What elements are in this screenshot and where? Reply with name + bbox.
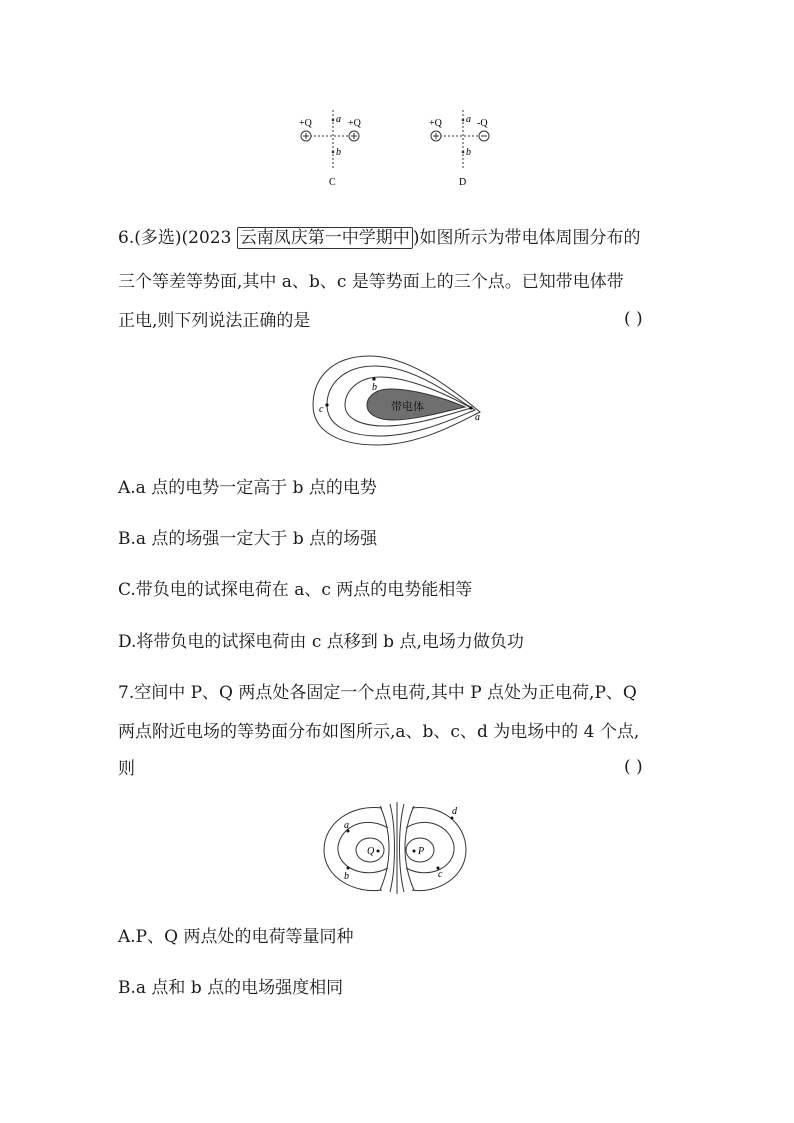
point-label-a: a	[466, 114, 471, 125]
figure-q6-equipotential	[305, 350, 490, 450]
charge-label: +Q	[348, 118, 361, 129]
q7-line-3: 则	[118, 759, 135, 779]
figure-caption: D	[459, 177, 467, 188]
point-label-b: b	[372, 382, 377, 393]
answer-blank: ( )	[624, 309, 643, 329]
point-label-b: b	[466, 147, 471, 158]
option-c: C.带负电的试探电荷在 a、c 两点的电势能相等	[118, 580, 473, 600]
figure-q7-equipotential	[320, 798, 470, 898]
answer-blank: ( )	[624, 757, 643, 777]
point-label-b: b	[344, 871, 349, 882]
body-label: 带电体	[391, 401, 424, 413]
point-label-d: d	[452, 806, 457, 817]
q6-line-1	[118, 226, 640, 250]
source-year: (2023	[181, 228, 237, 248]
option-b: B.a 点的场强一定大于 b 点的场强	[118, 529, 378, 549]
point-label-a: a	[336, 114, 341, 125]
charge-label: +Q	[299, 118, 312, 129]
q7-line-2: 两点附近电场的等势面分布如图所示,a、b、c、d 为电场中的 4 个点,	[118, 722, 640, 742]
q7-line-1: 7.空间中 P、Q 两点处各固定一个点电荷,其中 P 点处为正电荷,P、Q	[118, 683, 637, 703]
point-label-a: a	[475, 412, 480, 423]
figure-options-cd	[290, 108, 510, 193]
figure-d	[429, 110, 489, 188]
option-d: D.将带负电的试探电荷由 c 点移到 b 点,电场力做负功	[118, 632, 524, 652]
option-b: B.a 点和 b 点的电场强度相同	[118, 978, 344, 998]
point-label-c: c	[438, 869, 443, 880]
q6-line-2: 三个等差等势面,其中 a、b、c 是等势面上的三个点。已知带电体带	[118, 272, 624, 292]
charge-label-p: P	[418, 846, 425, 857]
charge-label: +Q	[429, 118, 442, 129]
point-label-c: c	[319, 404, 324, 415]
question-number: 6.	[118, 228, 135, 248]
question-tag: (多选)	[134, 228, 182, 248]
option-a: A.P、Q 两点处的电荷等量同种	[118, 927, 354, 947]
charge-label: -Q	[477, 118, 488, 129]
option-a: A.a 点的电势一定高于 b 点的电势	[118, 478, 377, 498]
point-label-a: a	[344, 820, 349, 831]
figure-c	[299, 110, 362, 188]
point-label-b: b	[336, 147, 341, 158]
charge-label-q: Q	[367, 846, 375, 857]
q6-line-3: 正电,则下列说法正确的是	[118, 311, 311, 331]
figure-caption: C	[329, 177, 336, 188]
source-school: 云南凤庆第一中学期中	[237, 227, 413, 249]
question-text: )如图所示为带电体周围分布的	[412, 228, 641, 248]
